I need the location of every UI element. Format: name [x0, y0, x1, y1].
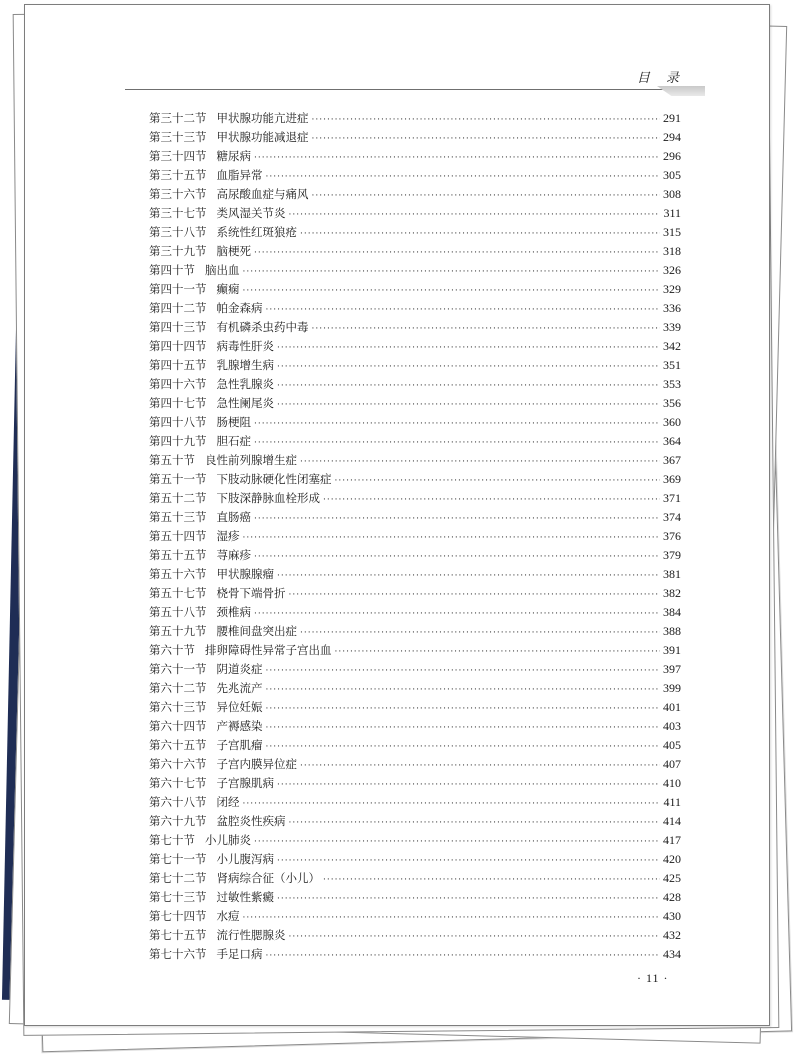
toc-page-number: 360 — [663, 415, 681, 429]
toc-entry-title: 水痘 — [216, 909, 240, 923]
toc-entry-title: 急性阑尾炎 — [216, 396, 274, 410]
toc-leader-dots — [266, 700, 661, 719]
toc-entry-title: 盆腔炎性疾病 — [216, 814, 286, 828]
toc-entry[interactable] — [149, 698, 681, 717]
toc-page-number: 410 — [663, 776, 681, 790]
toc-entry-title: 腰椎间盘突出症 — [216, 624, 297, 638]
toc-entry[interactable] — [149, 508, 681, 527]
toc-page-number: 353 — [663, 377, 681, 391]
toc-entry-title: 有机磷杀虫药中毒 — [216, 320, 309, 334]
header-title: 目 录 — [636, 71, 685, 86]
toc-entry[interactable] — [149, 660, 681, 679]
toc-page-number: 291 — [663, 111, 681, 125]
toc-entry[interactable] — [149, 318, 681, 337]
toc-section-number: 第四十一节 — [149, 282, 207, 296]
toc-section-number: 第七十二节 — [149, 871, 207, 885]
toc-entry-title: 手足口病 — [216, 947, 263, 961]
toc-entry-title: 乳腺增生病 — [216, 358, 274, 372]
toc-entry-title: 子宫腺肌病 — [216, 776, 274, 790]
toc-section-number: 第六十节 — [149, 643, 195, 657]
toc-leader-dots — [254, 510, 660, 529]
toc-list — [149, 109, 681, 964]
toc-entry[interactable] — [149, 622, 681, 641]
toc-leader-dots — [254, 149, 660, 168]
toc-leader-dots — [243, 529, 661, 548]
toc-leader-dots — [266, 301, 661, 320]
toc-leader-dots — [289, 814, 661, 833]
toc-page-number: 351 — [663, 358, 681, 372]
toc-section-number: 第四十节 — [149, 263, 195, 277]
toc-entry[interactable] — [149, 869, 681, 888]
toc-leader-dots — [243, 909, 661, 928]
toc-entry-title: 下肢深静脉血栓形成 — [216, 491, 320, 505]
toc-leader-dots — [335, 643, 661, 662]
toc-page-number: 407 — [663, 757, 681, 771]
toc-leader-dots — [254, 548, 660, 567]
toc-leader-dots — [277, 776, 660, 795]
toc-page-number: 376 — [663, 529, 681, 543]
toc-leader-dots — [277, 396, 660, 415]
toc-page-number: 356 — [663, 396, 681, 410]
toc-entry[interactable] — [149, 299, 681, 318]
toc-section-number: 第三十五节 — [149, 168, 207, 182]
toc-page-number: 425 — [663, 871, 681, 885]
toc-page-number: 371 — [663, 491, 681, 505]
toc-page-number: 336 — [663, 301, 681, 315]
toc-page-number: 428 — [663, 890, 681, 904]
toc-entry[interactable] — [149, 907, 681, 926]
toc-section-number: 第六十七节 — [149, 776, 207, 790]
toc-entry[interactable] — [149, 451, 681, 470]
toc-entry-title: 甲状腺功能亢进症 — [216, 111, 309, 125]
toc-leader-dots — [335, 472, 661, 491]
toc-entry[interactable] — [149, 888, 681, 907]
toc-section-number: 第五十三节 — [149, 510, 207, 524]
toc-entry-title: 湿疹 — [216, 529, 240, 543]
toc-entry[interactable] — [149, 565, 681, 584]
toc-leader-dots — [254, 244, 660, 263]
toc-entry-title: 肾病综合征（小儿） — [216, 871, 320, 885]
toc-leader-dots — [254, 434, 660, 453]
toc-leader-dots — [277, 890, 660, 909]
toc-entry[interactable] — [149, 584, 681, 603]
toc-leader-dots — [254, 833, 660, 852]
toc-page-number: 403 — [663, 719, 681, 733]
toc-leader-dots — [266, 168, 661, 187]
running-header — [125, 63, 705, 90]
toc-leader-dots — [266, 662, 661, 681]
toc-section-number: 第四十五节 — [149, 358, 207, 372]
toc-page-number: 379 — [663, 548, 681, 562]
toc-entry[interactable] — [149, 432, 681, 451]
toc-leader-dots — [289, 928, 661, 947]
toc-leader-dots — [277, 358, 660, 377]
toc-entry-title: 良性前列腺增生症 — [205, 453, 297, 467]
toc-entry[interactable] — [149, 603, 681, 622]
toc-entry[interactable] — [149, 774, 681, 793]
toc-section-number: 第五十八节 — [149, 605, 207, 619]
toc-leader-dots — [277, 567, 660, 586]
toc-entry-title: 先兆流产 — [216, 681, 263, 695]
header-tab-decoration — [657, 86, 705, 96]
toc-section-number: 第五十二节 — [149, 491, 207, 505]
toc-entry[interactable] — [149, 261, 681, 280]
toc-leader-dots — [312, 111, 661, 130]
toc-entry[interactable] — [149, 755, 681, 774]
toc-leader-dots — [300, 225, 660, 244]
page-number: · 11 · — [637, 971, 669, 985]
toc-section-number: 第五十五节 — [149, 548, 207, 562]
toc-entry[interactable] — [149, 793, 681, 812]
toc-page-number: 405 — [663, 738, 681, 752]
toc-leader-dots — [277, 377, 660, 396]
toc-leader-dots — [243, 263, 661, 282]
toc-section-number: 第三十四节 — [149, 149, 207, 163]
toc-page-number: 308 — [663, 187, 681, 201]
toc-leader-dots — [254, 605, 660, 624]
toc-page-number: 414 — [663, 814, 681, 828]
toc-section-number: 第四十九节 — [149, 434, 207, 448]
toc-section-number: 第六十一节 — [149, 662, 207, 676]
toc-page-number: 399 — [663, 681, 681, 695]
toc-section-number: 第四十八节 — [149, 415, 207, 429]
toc-entry-title: 桡骨下端骨折 — [216, 586, 286, 600]
toc-page-number: 311 — [663, 206, 681, 220]
toc-page-number: 388 — [663, 624, 681, 638]
toc-entry[interactable] — [149, 375, 681, 394]
toc-page-number: 305 — [663, 168, 681, 182]
toc-page-number: 430 — [663, 909, 681, 923]
toc-entry[interactable] — [149, 223, 681, 242]
toc-section-number: 第三十三节 — [149, 130, 207, 144]
toc-section-number: 第四十三节 — [149, 320, 207, 334]
toc-entry[interactable] — [149, 337, 681, 356]
toc-entry-title: 甲状腺功能减退症 — [216, 130, 309, 144]
toc-entry-title: 病毒性肝炎 — [216, 339, 274, 353]
toc-entry[interactable] — [149, 736, 681, 755]
toc-leader-dots — [266, 719, 661, 738]
toc-page-number: 364 — [663, 434, 681, 448]
toc-page-number: 367 — [663, 453, 681, 467]
toc-section-number: 第六十二节 — [149, 681, 207, 695]
toc-section-number: 第六十四节 — [149, 719, 207, 733]
toc-entry-title: 癫痫 — [216, 282, 240, 296]
toc-leader-dots — [300, 453, 660, 472]
toc-entry-title: 胆石症 — [216, 434, 251, 448]
toc-leader-dots — [312, 130, 661, 149]
toc-section-number: 第七十五节 — [149, 928, 207, 942]
toc-section-number: 第三十八节 — [149, 225, 207, 239]
toc-leader-dots — [254, 415, 660, 434]
toc-entry-title: 产褥感染 — [216, 719, 263, 733]
toc-entry-title: 子宫内膜异位症 — [216, 757, 297, 771]
toc-entry-title: 脑出血 — [205, 263, 240, 277]
toc-entry[interactable] — [149, 356, 681, 375]
toc-leader-dots — [323, 491, 660, 510]
toc-page-number: 397 — [663, 662, 681, 676]
toc-page-number: 382 — [663, 586, 681, 600]
toc-page-number: 417 — [663, 833, 681, 847]
toc-entry-title: 系统性红斑狼疮 — [216, 225, 297, 239]
toc-entry[interactable] — [149, 831, 681, 850]
toc-section-number: 第五十七节 — [149, 586, 207, 600]
toc-section-number: 第七十四节 — [149, 909, 207, 923]
toc-entry-title: 排卵障碍性异常子宫出血 — [205, 643, 332, 657]
toc-entry-title: 子宫肌瘤 — [216, 738, 263, 752]
toc-leader-dots — [243, 282, 661, 301]
toc-page — [24, 4, 770, 1026]
toc-page-number: 381 — [663, 567, 681, 581]
toc-entry-title: 肠梗阻 — [216, 415, 251, 429]
toc-section-number: 第五十六节 — [149, 567, 207, 581]
toc-section-number: 第四十七节 — [149, 396, 207, 410]
toc-leader-dots — [289, 586, 661, 605]
toc-entry-title: 直肠癌 — [216, 510, 251, 524]
toc-entry[interactable] — [149, 717, 681, 736]
toc-section-number: 第七十节 — [149, 833, 195, 847]
toc-entry-title: 小儿肺炎 — [205, 833, 251, 847]
toc-page-number: 369 — [663, 472, 681, 486]
toc-entry[interactable] — [149, 679, 681, 698]
toc-leader-dots — [266, 738, 661, 757]
toc-section-number: 第六十六节 — [149, 757, 207, 771]
toc-entry-title: 颈椎病 — [216, 605, 251, 619]
toc-entry[interactable] — [149, 394, 681, 413]
toc-entry[interactable] — [149, 926, 681, 945]
toc-page-number: 294 — [663, 130, 681, 144]
toc-leader-dots — [277, 852, 660, 871]
toc-entry[interactable] — [149, 413, 681, 432]
toc-section-number: 第六十三节 — [149, 700, 207, 714]
toc-leader-dots — [300, 757, 660, 776]
toc-entry-title: 荨麻疹 — [216, 548, 251, 562]
toc-page-number: 384 — [663, 605, 681, 619]
toc-entry[interactable] — [149, 641, 681, 660]
toc-section-number: 第三十六节 — [149, 187, 207, 201]
toc-leader-dots — [312, 187, 661, 206]
toc-entry-title: 小儿腹泻病 — [216, 852, 274, 866]
toc-section-number: 第七十一节 — [149, 852, 207, 866]
toc-entry[interactable] — [149, 204, 681, 223]
toc-entry-title: 脑梗死 — [216, 244, 251, 258]
toc-leader-dots — [243, 795, 661, 814]
toc-entry-title: 甲状腺腺瘤 — [216, 567, 274, 581]
toc-section-number: 第五十四节 — [149, 529, 207, 543]
toc-entry[interactable] — [149, 242, 681, 261]
toc-section-number: 第三十二节 — [149, 111, 207, 125]
toc-section-number: 第五十节 — [149, 453, 195, 467]
toc-entry-title: 流行性腮腺炎 — [216, 928, 286, 942]
toc-entry-title: 高尿酸血症与痛风 — [216, 187, 309, 201]
toc-entry-title: 急性乳腺炎 — [216, 377, 274, 391]
toc-entry-title: 血脂异常 — [216, 168, 263, 182]
toc-entry-title: 下肢动脉硬化性闭塞症 — [216, 472, 332, 486]
toc-section-number: 第五十九节 — [149, 624, 207, 638]
toc-section-number: 第四十二节 — [149, 301, 207, 315]
toc-entry[interactable] — [149, 128, 681, 147]
toc-entry-title: 过敏性紫癜 — [216, 890, 274, 904]
toc-page-number: 339 — [663, 320, 681, 334]
toc-page-number: 326 — [663, 263, 681, 277]
toc-leader-dots — [323, 871, 660, 890]
toc-entry-title: 类风湿关节炎 — [216, 206, 286, 220]
toc-leader-dots — [266, 947, 661, 966]
toc-section-number: 第七十六节 — [149, 947, 207, 961]
toc-leader-dots — [300, 624, 660, 643]
toc-entry[interactable] — [149, 166, 681, 185]
toc-entry[interactable] — [149, 109, 681, 128]
toc-entry[interactable] — [149, 546, 681, 565]
toc-entry[interactable] — [149, 527, 681, 546]
toc-section-number: 第四十四节 — [149, 339, 207, 353]
toc-entry-title: 异位妊娠 — [216, 700, 263, 714]
toc-section-number: 第四十六节 — [149, 377, 207, 391]
toc-entry-title: 帕金森病 — [216, 301, 263, 315]
toc-page-number: 329 — [663, 282, 681, 296]
toc-entry[interactable] — [149, 812, 681, 831]
toc-page-number: 401 — [663, 700, 681, 714]
toc-page-number: 391 — [663, 643, 681, 657]
toc-page-number: 318 — [663, 244, 681, 258]
toc-page-number: 411 — [663, 795, 681, 809]
toc-section-number: 第三十七节 — [149, 206, 207, 220]
toc-entry[interactable] — [149, 280, 681, 299]
toc-leader-dots — [312, 320, 661, 339]
toc-page-number: 315 — [663, 225, 681, 239]
toc-entry[interactable] — [149, 185, 681, 204]
toc-entry-title: 阴道炎症 — [216, 662, 263, 676]
toc-leader-dots — [266, 681, 661, 700]
toc-leader-dots — [289, 206, 661, 225]
toc-page-number: 434 — [663, 947, 681, 961]
toc-entry[interactable] — [149, 147, 681, 166]
toc-entry-title: 闭经 — [216, 795, 240, 809]
toc-entry-title: 糖尿病 — [216, 149, 251, 163]
toc-section-number: 第三十九节 — [149, 244, 207, 258]
toc-section-number: 第六十八节 — [149, 795, 207, 809]
toc-leader-dots — [277, 339, 660, 358]
toc-page-number: 432 — [663, 928, 681, 942]
toc-section-number: 第五十一节 — [149, 472, 207, 486]
toc-page-number: 374 — [663, 510, 681, 524]
toc-section-number: 第六十九节 — [149, 814, 207, 828]
toc-page-number: 342 — [663, 339, 681, 353]
toc-entry[interactable] — [149, 850, 681, 869]
toc-section-number: 第六十五节 — [149, 738, 207, 752]
toc-section-number: 第七十三节 — [149, 890, 207, 904]
toc-entry[interactable] — [149, 945, 681, 964]
toc-page-number: 296 — [663, 149, 681, 163]
toc-entry[interactable] — [149, 470, 681, 489]
toc-page-number: 420 — [663, 852, 681, 866]
toc-entry[interactable] — [149, 489, 681, 508]
